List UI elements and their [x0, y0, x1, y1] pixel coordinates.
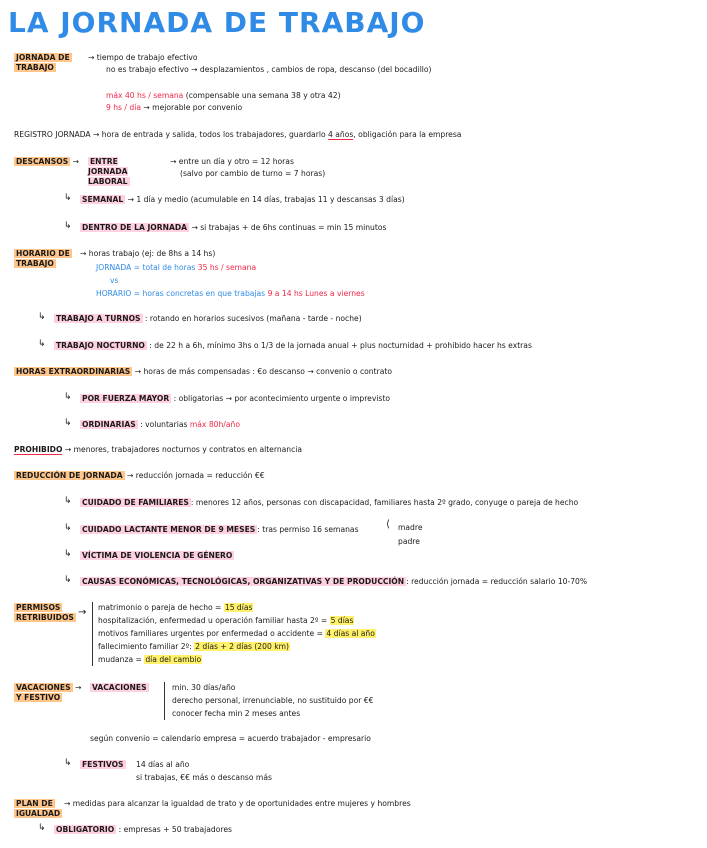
vacaciones-label: VACACIONES → Y FESTIVO [16, 683, 82, 702]
horario-label-line1: HORARIO DE [16, 249, 70, 258]
registro-post: , obligación para la empresa [353, 130, 462, 139]
vacaciones-festivos-label: FESTIVOS [82, 760, 124, 769]
descansos-label: DESCANSOS → [16, 157, 79, 166]
permisos-l1-pre: matrimonio o pareja de hecho = [98, 603, 222, 612]
permisos-l5-hl: día del cambio [145, 655, 202, 664]
permisos-l2-pre: hospitalización, enfermedad u operación familiar hasta 2º = [98, 616, 328, 625]
jornada-label-line1: JORNADA DE [16, 53, 70, 62]
reduccion-label: REDUCCIÓN DE JORNADA [16, 471, 123, 480]
permisos-label [14, 603, 76, 623]
reduccion-causas-label: CAUSAS ECONÓMICAS, TECNOLÓGICAS, ORGANIZATIVAS Y DE PRODUCCIÓN [82, 577, 405, 586]
vacaciones-sub [90, 683, 149, 693]
horario-nocturno-text: : de 22 h a 6h, mínimo 3hs o 1/3 de la jornada anual + plus nocturnidad + prohibido hacer hs extras [149, 341, 532, 350]
jornada-max [106, 91, 341, 101]
hook-arrow-icon: ↳ [38, 312, 46, 322]
reduccion-padre: padre [398, 537, 420, 546]
igualdad-oblig [54, 825, 232, 835]
permisos-l1 [98, 603, 253, 613]
descansos-dentro [80, 223, 386, 233]
extra-ord-text: : voluntarias [140, 420, 188, 429]
permisos-l5 [98, 655, 202, 665]
jornada-max-rest: (compensable una semana 38 y otra 42) [185, 91, 341, 100]
extra-fuerza-label: POR FUERZA MAYOR [82, 394, 170, 403]
reduccion-line [14, 471, 265, 481]
permisos-l5-pre: mudanza = [98, 655, 142, 664]
vacaciones-f1: 14 días al año [136, 760, 190, 769]
reduccion-lactante [80, 525, 359, 535]
extra-ord-label: ORDINARIAS [82, 420, 136, 429]
permisos-l4-hl: 2 días + 2 días (200 km) [195, 642, 289, 651]
hook-arrow-icon: ↳ [64, 575, 72, 585]
permisos-l3-pre: motivos familiares urgentes por enfermedad o accidente = [98, 629, 323, 638]
horario-nocturno [54, 341, 532, 351]
descansos-label-text: DESCANSOS [16, 157, 69, 166]
jornada-line1-text: tiempo de trabajo efectivo [96, 53, 198, 62]
reduccion-cuidado-label: CUIDADO DE FAMILIARES [82, 498, 189, 507]
descansos-entre-l2: (salvo por cambio de turno = 7 horas) [180, 169, 326, 178]
igualdad-text: → medidas para alcanzar la igualdad de trato y de oportunidades entre mujeres y hombres [64, 799, 411, 808]
jornada-max-red: máx 40 hs / semana [106, 91, 184, 100]
reduccion-text: → reducción jornada = reducción €€ [127, 471, 265, 480]
permisos-l2-hl: 5 días [330, 616, 354, 625]
vacaciones-festivos [80, 760, 126, 770]
descansos-dentro-label: DENTRO DE LA JORNADA [82, 223, 188, 232]
jornada-label-line2: TRABAJO [16, 63, 54, 72]
extra-fuerza [80, 394, 390, 404]
prohibido-label: PROHIBIDO [14, 445, 63, 454]
registro-line [14, 130, 461, 140]
extra-fuerza-text: : obligatorias → por acontecimiento urgente o imprevisto [173, 394, 391, 403]
descansos-semanal-text: → 1 día y medio (acumulable en 14 días, trabajas 11 y descansas 3 días) [127, 195, 405, 204]
arrow-icon: → [78, 607, 87, 618]
jornada-line1: → tiempo de trabajo efectivo [88, 53, 198, 62]
reduccion-causas-text: : reducción jornada = reducción salario 10-70% [406, 577, 588, 586]
horario-horario-blue: HORARIO = horas concretas en que trabajas [96, 289, 266, 298]
horario-nocturno-label: TRABAJO NOCTURNO [56, 341, 145, 350]
hook-arrow-icon: ↳ [38, 339, 46, 349]
horario-line1: → horas trabajo (ej: de 8hs a 14 hs) [80, 249, 216, 258]
descansos-dentro-text: → si trabajas + de 6hs continuas = min 15 minutos [191, 223, 387, 232]
vacaciones-v2: derecho personal, irrenunciable, no sustituido por €€ [172, 696, 374, 705]
prohibido-text: → menores, trabajadores nocturnos y contratos en alternancia [64, 445, 303, 454]
horario-label [14, 249, 72, 269]
hook-arrow-icon: ↳ [64, 549, 72, 559]
reduccion-cuidado [80, 498, 578, 508]
hook-arrow-icon: ↳ [64, 758, 72, 768]
vacaciones-v3: conocer fecha min 2 meses antes [172, 709, 301, 718]
reduccion-cuidado-text: : menores 12 años, personas con discapacidad, familiares hasta 2º grado, conyuge o pareja de hecho [190, 498, 579, 507]
jornada-label [14, 53, 72, 73]
horario-turnos-text: : rotando en horarios sucesivos (mañana - tarde - noche) [144, 314, 362, 323]
horario-turnos-label: TRABAJO A TURNOS [56, 314, 141, 323]
vacaciones-label-line1: VACACIONES [16, 683, 71, 692]
permisos-label-line1: PERMISOS [16, 603, 61, 612]
igualdad-oblig-text: : empresas + 50 trabajadores [118, 825, 232, 834]
vacaciones-f2: si trabajas, €€ más o descanso más [136, 773, 272, 782]
hook-arrow-icon: ↳ [64, 496, 72, 506]
permisos-l4 [98, 642, 290, 652]
jornada-dia-red: 9 hs / día [106, 103, 141, 112]
brace-line [164, 682, 165, 720]
igualdad-label-line2: IGUALDAD [16, 809, 61, 818]
reduccion-victima [80, 551, 234, 561]
permisos-label-line2: RETRIBUIDOS [16, 613, 74, 622]
page-title: LA JORNADA DE TRABAJO [8, 6, 426, 39]
descansos-semanal-label: SEMANAL [82, 195, 124, 204]
vacaciones-convenio: según convenio = calendario empresa = acuerdo trabajador - empresario [90, 734, 371, 743]
jornada-line2: no es trabajo efectivo → desplazamientos , cambios de ropa, descanso (del bocadillo) [106, 65, 432, 74]
descansos-entre-label-text: ENTRE JORNADA LABORAL [88, 157, 128, 186]
descansos-semanal [80, 195, 405, 205]
vacaciones-v1: min. 30 días/año [172, 683, 236, 692]
igualdad-label-line1: PLAN DE [16, 799, 53, 808]
igualdad-label [14, 799, 62, 819]
horario-jornada [96, 263, 256, 273]
jornada-dia-rest: → mejorable por convenio [143, 103, 243, 112]
hook-arrow-icon: ↳ [64, 193, 72, 203]
jornada-dia [106, 103, 242, 113]
horario-jornada-blue: JORNADA = total de horas [96, 263, 196, 272]
permisos-l3 [98, 629, 376, 639]
reduccion-madre: madre [398, 523, 423, 532]
reduccion-victima-label: VÍCTIMA DE VIOLENCIA DE GÉNERO [82, 551, 233, 560]
reduccion-causas [80, 577, 587, 587]
split-arrow-icon: ⟨ [386, 519, 390, 530]
horario-turnos [54, 314, 362, 324]
brace-line [92, 602, 93, 666]
reduccion-lactante-label: CUIDADO LACTANTE MENOR DE 9 MESES [82, 525, 256, 534]
reduccion-lactante-text: : tras permiso 16 semanas [257, 525, 359, 534]
horario-label-line2: TRABAJO [16, 259, 54, 268]
registro-pre: REGISTRO JORNADA → hora de entrada y salida, todos los trabajadores, guardarlo [14, 130, 326, 139]
hook-arrow-icon: ↳ [64, 392, 72, 402]
extra-ord-red: máx 80h/año [189, 420, 240, 429]
descansos-entre-l1: → entre un día y otro = 12 horas [170, 157, 294, 166]
hook-arrow-icon: ↳ [38, 823, 46, 833]
horario-horario [96, 289, 365, 299]
prohibido-line [14, 445, 302, 455]
horario-jornada-red: 35 hs / semana [197, 263, 257, 272]
registro-years: 4 años [328, 130, 354, 139]
descansos-entre-label [88, 157, 158, 187]
hook-arrow-icon: ↳ [64, 523, 72, 533]
permisos-l4-pre: fallecimiento familiar 2º: [98, 642, 192, 651]
horario-vs: vs [110, 276, 119, 285]
extra-line [14, 367, 392, 377]
igualdad-oblig-label: OBLIGATORIO [56, 825, 115, 834]
permisos-l1-hl: 15 días [224, 603, 253, 612]
extra-ordinarias [80, 420, 240, 430]
vacaciones-label-line2: Y FESTIVO [16, 693, 61, 702]
vacaciones-sub-label: VACACIONES [92, 683, 147, 692]
permisos-l2 [98, 616, 354, 626]
extra-label: HORAS EXTRAORDINARIAS [16, 367, 131, 376]
permisos-l3-hl: 4 días al año [326, 629, 375, 638]
extra-text: → horas de más compensadas : €o descanso → convenio o contrato [134, 367, 392, 376]
hook-arrow-icon: ↳ [64, 221, 72, 231]
horario-horario-red: 9 a 14 hs Lunes a viernes [267, 289, 365, 298]
hook-arrow-icon: ↳ [64, 418, 72, 428]
